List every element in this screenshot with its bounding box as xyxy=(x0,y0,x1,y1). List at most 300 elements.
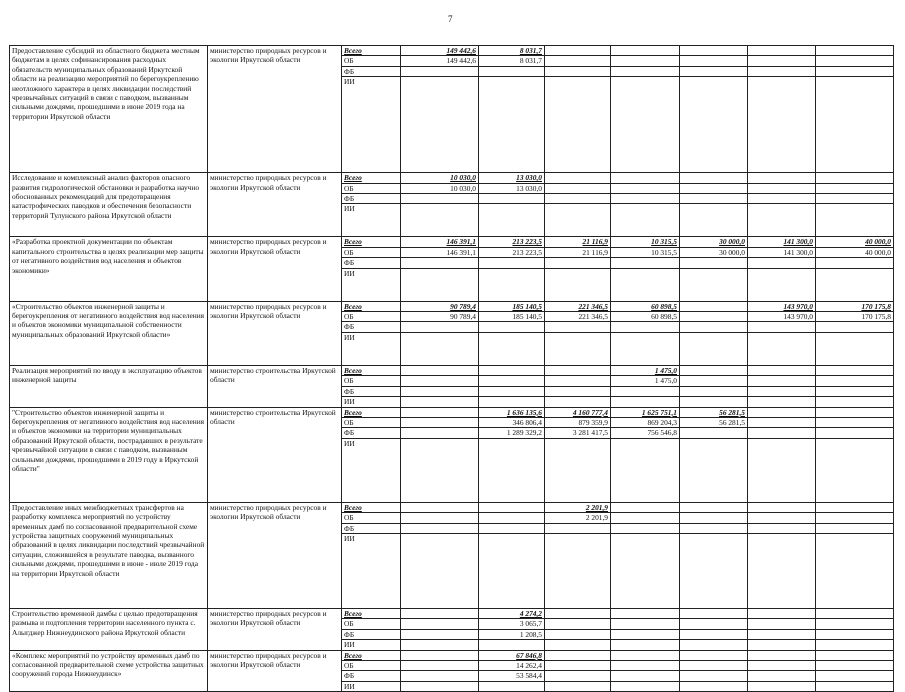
amount-cell: 4 274,2 xyxy=(479,608,545,618)
measure-description: Строительство временной дамбы с целью предотвращения размыва и подтопления территории населенного пункта с. Алыгджер Нижнеудинского района Иркутской области xyxy=(10,608,208,650)
amount-cell xyxy=(748,407,816,417)
funding-source: ОБ xyxy=(342,247,401,257)
amount-cell: 879 359,9 xyxy=(545,417,611,427)
amount-cell xyxy=(748,660,816,670)
amount-cell xyxy=(545,438,611,502)
amount-cell: 141 300,0 xyxy=(748,237,816,247)
amount-cell: 13 030,0 xyxy=(479,183,545,193)
amount-cell xyxy=(611,660,680,670)
amount-cell xyxy=(611,608,680,618)
amount-cell xyxy=(816,258,894,268)
amount-cell xyxy=(401,608,479,618)
amount-cell xyxy=(748,671,816,681)
amount-cell: 10 315,5 xyxy=(611,247,680,257)
amount-cell xyxy=(545,365,611,375)
amount-cell xyxy=(748,608,816,618)
amount-cell xyxy=(816,629,894,639)
amount-cell xyxy=(680,365,748,375)
amount-cell: 143 970,0 xyxy=(748,301,816,311)
page-number: 7 xyxy=(448,14,453,24)
amount-cell xyxy=(401,258,479,268)
amount-cell xyxy=(748,322,816,332)
amount-cell: 8 031,7 xyxy=(479,46,545,56)
amount-cell xyxy=(748,376,816,386)
amount-cell: 346 806,4 xyxy=(479,417,545,427)
amount-cell: 170 175,8 xyxy=(816,301,894,311)
amount-cell xyxy=(680,533,748,608)
amount-cell xyxy=(680,66,748,76)
amount-cell xyxy=(748,183,816,193)
table-row xyxy=(10,301,894,311)
amount-cell xyxy=(479,438,545,502)
amount-cell xyxy=(401,523,479,533)
amount-cell xyxy=(479,332,545,365)
amount-cell xyxy=(401,513,479,523)
amount-cell xyxy=(680,397,748,407)
amount-cell xyxy=(816,365,894,375)
measure-description: Предоставление субсидий из областного бюджета местным бюджетам в целях софинансирования расходных обязательств муниципальных образований Иркутской области на реализацию мероприятий по берегоукреплению неотложного характера в целях ликвидации последствий чрезвычайных ситуаций в связи с паводком, вызванным сильными дождями, прошедшими в июне 2019 года на территории Иркутской области xyxy=(10,46,208,173)
amount-cell xyxy=(611,66,680,76)
funding-source: ФБ xyxy=(342,322,401,332)
amount-cell xyxy=(748,268,816,301)
amount-cell xyxy=(748,397,816,407)
amount-cell xyxy=(680,619,748,629)
amount-cell xyxy=(748,173,816,183)
amount-cell xyxy=(816,533,894,608)
amount-cell xyxy=(816,194,894,204)
amount-cell: 149 442,6 xyxy=(401,56,479,66)
amount-cell: 30 000,0 xyxy=(680,237,748,247)
funding-source: ОБ xyxy=(342,56,401,66)
funding-source: ИИ xyxy=(342,681,401,691)
amount-cell xyxy=(816,513,894,523)
amount-cell xyxy=(545,194,611,204)
amount-cell: 40 000,0 xyxy=(816,247,894,257)
measure-description: "Строительство объектов инженерной защиты и берегоукрепления от негативного воздействия вод населения и объектов экономики на территории муниципальных образований Иркутской области, пострадавших в результате чрезвычайной ситуации в связи с паводком, вызванным сильными дождями, прошедшими в 2019 году в Иркутской области" xyxy=(10,407,208,502)
amount-cell xyxy=(611,619,680,629)
amount-cell xyxy=(401,66,479,76)
executor: министерство природных ресурсов и экологии Иркутской области xyxy=(208,650,342,692)
amount-cell xyxy=(680,173,748,183)
funding-source: Всего xyxy=(342,46,401,56)
amount-cell: 1 475,0 xyxy=(611,376,680,386)
funding-source: Всего xyxy=(342,650,401,660)
amount-cell xyxy=(748,502,816,512)
amount-cell xyxy=(611,183,680,193)
amount-cell: 53 584,4 xyxy=(479,671,545,681)
funding-source: Всего xyxy=(342,173,401,183)
table-row xyxy=(10,407,894,417)
amount-cell xyxy=(816,386,894,396)
amount-cell xyxy=(680,523,748,533)
amount-cell xyxy=(816,376,894,386)
funding-source: ОБ xyxy=(342,312,401,322)
amount-cell xyxy=(545,660,611,670)
funding-source: ИИ xyxy=(342,397,401,407)
amount-cell xyxy=(816,523,894,533)
amount-cell xyxy=(816,407,894,417)
amount-cell: 56 281,5 xyxy=(680,417,748,427)
amount-cell xyxy=(545,386,611,396)
amount-cell xyxy=(816,428,894,438)
amount-cell xyxy=(479,376,545,386)
amount-cell xyxy=(748,56,816,66)
amount-cell: 213 223,5 xyxy=(479,237,545,247)
amount-cell: 146 391,1 xyxy=(401,247,479,257)
amount-cell xyxy=(611,173,680,183)
amount-cell xyxy=(816,204,894,237)
executor: министерство природных ресурсов и экологии Иркутской области xyxy=(208,502,342,608)
amount-cell xyxy=(680,301,748,311)
executor: министерство природных ресурсов и экологии Иркутской области xyxy=(208,173,342,237)
amount-cell xyxy=(401,629,479,639)
amount-cell xyxy=(816,660,894,670)
funding-source: ИИ xyxy=(342,438,401,502)
amount-cell xyxy=(816,173,894,183)
funding-source: Всего xyxy=(342,502,401,512)
amount-cell xyxy=(545,173,611,183)
amount-cell xyxy=(680,386,748,396)
amount-cell xyxy=(545,66,611,76)
amount-cell xyxy=(611,386,680,396)
amount-cell: 756 546,8 xyxy=(611,428,680,438)
funding-source: ОБ xyxy=(342,619,401,629)
amount-cell xyxy=(611,671,680,681)
funding-source: ОБ xyxy=(342,183,401,193)
amount-cell xyxy=(816,77,894,173)
amount-cell: 30 000,0 xyxy=(680,247,748,257)
funding-source: ОБ xyxy=(342,660,401,670)
amount-cell xyxy=(401,502,479,512)
amount-cell xyxy=(680,268,748,301)
amount-cell xyxy=(748,46,816,56)
amount-cell: 3 065,7 xyxy=(479,619,545,629)
amount-cell xyxy=(816,681,894,691)
amount-cell: 146 391,1 xyxy=(401,237,479,247)
amount-cell xyxy=(680,194,748,204)
amount-cell xyxy=(680,46,748,56)
amount-cell: 869 204,3 xyxy=(611,417,680,427)
table-row xyxy=(10,650,894,660)
amount-cell: 60 898,5 xyxy=(611,312,680,322)
amount-cell xyxy=(401,640,479,650)
amount-cell: 40 000,0 xyxy=(816,237,894,247)
amount-cell xyxy=(748,194,816,204)
amount-cell xyxy=(680,608,748,618)
amount-cell: 21 116,9 xyxy=(545,237,611,247)
funding-source: ИИ xyxy=(342,332,401,365)
amount-cell xyxy=(748,629,816,639)
amount-cell xyxy=(545,322,611,332)
amount-cell xyxy=(816,671,894,681)
amount-cell: 1 636 135,6 xyxy=(479,407,545,417)
amount-cell xyxy=(816,608,894,618)
amount-cell xyxy=(545,183,611,193)
amount-cell: 1 625 751,1 xyxy=(611,407,680,417)
amount-cell: 213 223,5 xyxy=(479,247,545,257)
amount-cell xyxy=(401,204,479,237)
amount-cell xyxy=(479,322,545,332)
amount-cell xyxy=(401,365,479,375)
amount-cell xyxy=(611,258,680,268)
amount-cell xyxy=(680,640,748,650)
amount-cell: 149 442,6 xyxy=(401,46,479,56)
amount-cell xyxy=(401,438,479,502)
amount-cell xyxy=(479,397,545,407)
table-row xyxy=(10,608,894,618)
amount-cell xyxy=(401,533,479,608)
amount-cell xyxy=(748,386,816,396)
amount-cell xyxy=(401,681,479,691)
amount-cell xyxy=(748,523,816,533)
funding-source: Всего xyxy=(342,608,401,618)
amount-cell xyxy=(816,640,894,650)
amount-cell xyxy=(680,332,748,365)
amount-cell: 3 281 417,5 xyxy=(545,428,611,438)
amount-cell xyxy=(545,204,611,237)
amount-cell xyxy=(545,77,611,173)
amount-cell xyxy=(748,332,816,365)
amount-cell xyxy=(816,66,894,76)
amount-cell xyxy=(611,77,680,173)
measure-description: Реализация мероприятий по вводу в эксплуатацию объектов инженерной защиты xyxy=(10,365,208,407)
amount-cell: 170 175,8 xyxy=(816,312,894,322)
amount-cell xyxy=(611,268,680,301)
funding-source: ФБ xyxy=(342,523,401,533)
amount-cell xyxy=(611,56,680,66)
amount-cell xyxy=(680,183,748,193)
amount-cell xyxy=(479,502,545,512)
amount-cell: 10 315,5 xyxy=(611,237,680,247)
amount-cell xyxy=(479,77,545,173)
amount-cell xyxy=(816,502,894,512)
amount-cell xyxy=(748,533,816,608)
funding-source: ОБ xyxy=(342,513,401,523)
executor: министерство природных ресурсов и экологии Иркутской области xyxy=(208,237,342,301)
amount-cell xyxy=(479,194,545,204)
amount-cell xyxy=(748,650,816,660)
funding-source: ИИ xyxy=(342,640,401,650)
amount-cell xyxy=(545,608,611,618)
amount-cell xyxy=(479,204,545,237)
amount-cell xyxy=(748,77,816,173)
amount-cell xyxy=(479,365,545,375)
table-row xyxy=(10,502,894,512)
amount-cell xyxy=(401,77,479,173)
amount-cell: 185 140,5 xyxy=(479,312,545,322)
amount-cell xyxy=(680,502,748,512)
amount-cell xyxy=(816,332,894,365)
amount-cell xyxy=(748,619,816,629)
funding-source: ИИ xyxy=(342,533,401,608)
amount-cell xyxy=(479,640,545,650)
funding-source: ОБ xyxy=(342,417,401,427)
measure-description: Предоставление иных межбюджетных трансфертов на разработку комплекса мероприятий по устройству временных дамб по согласованной предварительной схеме устройства защитных сооружений муниципальных образований в целях ликвидации последствий чрезвычайной ситуации, сложившейся в результате паводка, вызванного сильными дождями, прошедшими в июне - июле 2019 года на территории Иркутской области xyxy=(10,502,208,608)
amount-cell: 1 208,5 xyxy=(479,629,545,639)
amount-cell xyxy=(545,258,611,268)
amount-cell xyxy=(545,671,611,681)
amount-cell xyxy=(816,268,894,301)
amount-cell xyxy=(611,194,680,204)
executor: министерство природных ресурсов и экологии Иркутской области xyxy=(208,46,342,173)
measure-description: «Строительство объектов инженерной защиты и берегоукрепления от негативного воздействия вод населения и объектов экономики муниципальной собственности муниципальных образований Иркутской области» xyxy=(10,301,208,365)
amount-cell xyxy=(401,650,479,660)
amount-cell xyxy=(401,417,479,427)
amount-cell xyxy=(545,268,611,301)
budget-table xyxy=(9,45,894,692)
amount-cell xyxy=(680,322,748,332)
amount-cell xyxy=(611,650,680,660)
amount-cell xyxy=(479,66,545,76)
amount-cell: 10 030,0 xyxy=(401,173,479,183)
amount-cell: 67 846,8 xyxy=(479,650,545,660)
amount-cell xyxy=(680,660,748,670)
amount-cell xyxy=(680,428,748,438)
amount-cell: 10 030,0 xyxy=(401,183,479,193)
amount-cell xyxy=(401,322,479,332)
table-row xyxy=(10,46,894,56)
amount-cell xyxy=(748,428,816,438)
table-row xyxy=(10,237,894,247)
amount-cell: 1 289 329,2 xyxy=(479,428,545,438)
amount-cell xyxy=(479,533,545,608)
amount-cell xyxy=(401,332,479,365)
amount-cell xyxy=(611,46,680,56)
amount-cell xyxy=(611,629,680,639)
amount-cell xyxy=(748,258,816,268)
amount-cell: 2 201,9 xyxy=(545,502,611,512)
amount-cell: 21 116,9 xyxy=(545,247,611,257)
amount-cell: 141 300,0 xyxy=(748,247,816,257)
amount-cell xyxy=(680,513,748,523)
amount-cell: 143 970,0 xyxy=(748,312,816,322)
amount-cell xyxy=(748,365,816,375)
amount-cell: 4 160 777,4 xyxy=(545,407,611,417)
measure-description: Исследование и комплексный анализ факторов опасного развития гидрологической обстановки и разработка научно обоснованных рекомендаций для предотвращения катастрофических паводков и обеспечения безопасности территорий Тулунского района Иркутской области xyxy=(10,173,208,237)
amount-cell: 1 475,0 xyxy=(611,365,680,375)
amount-cell xyxy=(545,629,611,639)
executor: министерство природных ресурсов и экологии Иркутской области xyxy=(208,301,342,365)
amount-cell xyxy=(680,650,748,660)
amount-cell xyxy=(611,523,680,533)
amount-cell xyxy=(748,417,816,427)
amount-cell xyxy=(816,322,894,332)
amount-cell xyxy=(479,258,545,268)
amount-cell xyxy=(611,502,680,512)
amount-cell xyxy=(680,77,748,173)
measure-description: «Разработка проектной документации по объектам капитального строительства в целях реализации мер защиты от негативного воздействия вод населения и объектов экономики» xyxy=(10,237,208,301)
funding-source: Всего xyxy=(342,237,401,247)
amount-cell xyxy=(611,332,680,365)
amount-cell: 13 030,0 xyxy=(479,173,545,183)
amount-cell xyxy=(545,681,611,691)
measure-description: «Комплекс мероприятий по устройству временных дамб по согласованной предварительной схеме устройства защитных сооружений города Нижнеудинск» xyxy=(10,650,208,692)
amount-cell xyxy=(680,258,748,268)
amount-cell xyxy=(545,533,611,608)
amount-cell: 60 898,5 xyxy=(611,301,680,311)
amount-cell xyxy=(479,523,545,533)
amount-cell: 221 346,5 xyxy=(545,301,611,311)
amount-cell xyxy=(611,533,680,608)
amount-cell xyxy=(816,183,894,193)
amount-cell xyxy=(401,428,479,438)
amount-cell xyxy=(401,671,479,681)
amount-cell: 90 789,4 xyxy=(401,301,479,311)
amount-cell xyxy=(748,681,816,691)
amount-cell xyxy=(479,681,545,691)
funding-source: ИИ xyxy=(342,268,401,301)
amount-cell xyxy=(545,397,611,407)
amount-cell xyxy=(401,619,479,629)
funding-source: ИИ xyxy=(342,204,401,237)
amount-cell: 90 789,4 xyxy=(401,312,479,322)
amount-cell xyxy=(816,56,894,66)
amount-cell xyxy=(545,619,611,629)
amount-cell xyxy=(545,640,611,650)
amount-cell: 221 346,5 xyxy=(545,312,611,322)
amount-cell xyxy=(680,681,748,691)
amount-cell xyxy=(680,629,748,639)
amount-cell xyxy=(680,56,748,66)
amount-cell xyxy=(748,66,816,76)
amount-cell xyxy=(680,671,748,681)
funding-source: ФБ xyxy=(342,66,401,76)
amount-cell xyxy=(545,376,611,386)
executor: министерство строительства Иркутской области xyxy=(208,365,342,407)
amount-cell: 14 262,4 xyxy=(479,660,545,670)
amount-cell: 2 201,9 xyxy=(545,513,611,523)
amount-cell xyxy=(401,660,479,670)
executor: министерство строительства Иркутской области xyxy=(208,407,342,502)
amount-cell xyxy=(611,322,680,332)
amount-cell xyxy=(816,397,894,407)
amount-cell xyxy=(611,438,680,502)
amount-cell xyxy=(611,204,680,237)
amount-cell xyxy=(680,376,748,386)
amount-cell xyxy=(545,332,611,365)
amount-cell xyxy=(680,438,748,502)
amount-cell xyxy=(816,417,894,427)
amount-cell xyxy=(611,513,680,523)
funding-source: Всего xyxy=(342,365,401,375)
amount-cell xyxy=(545,650,611,660)
amount-cell xyxy=(816,619,894,629)
funding-source: ФБ xyxy=(342,428,401,438)
amount-cell xyxy=(479,386,545,396)
amount-cell xyxy=(401,386,479,396)
amount-cell xyxy=(748,513,816,523)
amount-cell xyxy=(816,46,894,56)
amount-cell xyxy=(545,56,611,66)
amount-cell xyxy=(611,640,680,650)
table-row xyxy=(10,365,894,375)
amount-cell xyxy=(401,376,479,386)
amount-cell xyxy=(680,312,748,322)
funding-source: ФБ xyxy=(342,258,401,268)
amount-cell xyxy=(479,268,545,301)
funding-source: ФБ xyxy=(342,671,401,681)
table-row xyxy=(10,173,894,183)
amount-cell xyxy=(479,513,545,523)
amount-cell xyxy=(748,204,816,237)
amount-cell xyxy=(816,650,894,660)
amount-cell: 185 140,5 xyxy=(479,301,545,311)
amount-cell xyxy=(401,407,479,417)
funding-source: Всего xyxy=(342,301,401,311)
amount-cell xyxy=(611,681,680,691)
funding-source: ИИ xyxy=(342,77,401,173)
executor: министерство природных ресурсов и экологии Иркутской области xyxy=(208,608,342,650)
